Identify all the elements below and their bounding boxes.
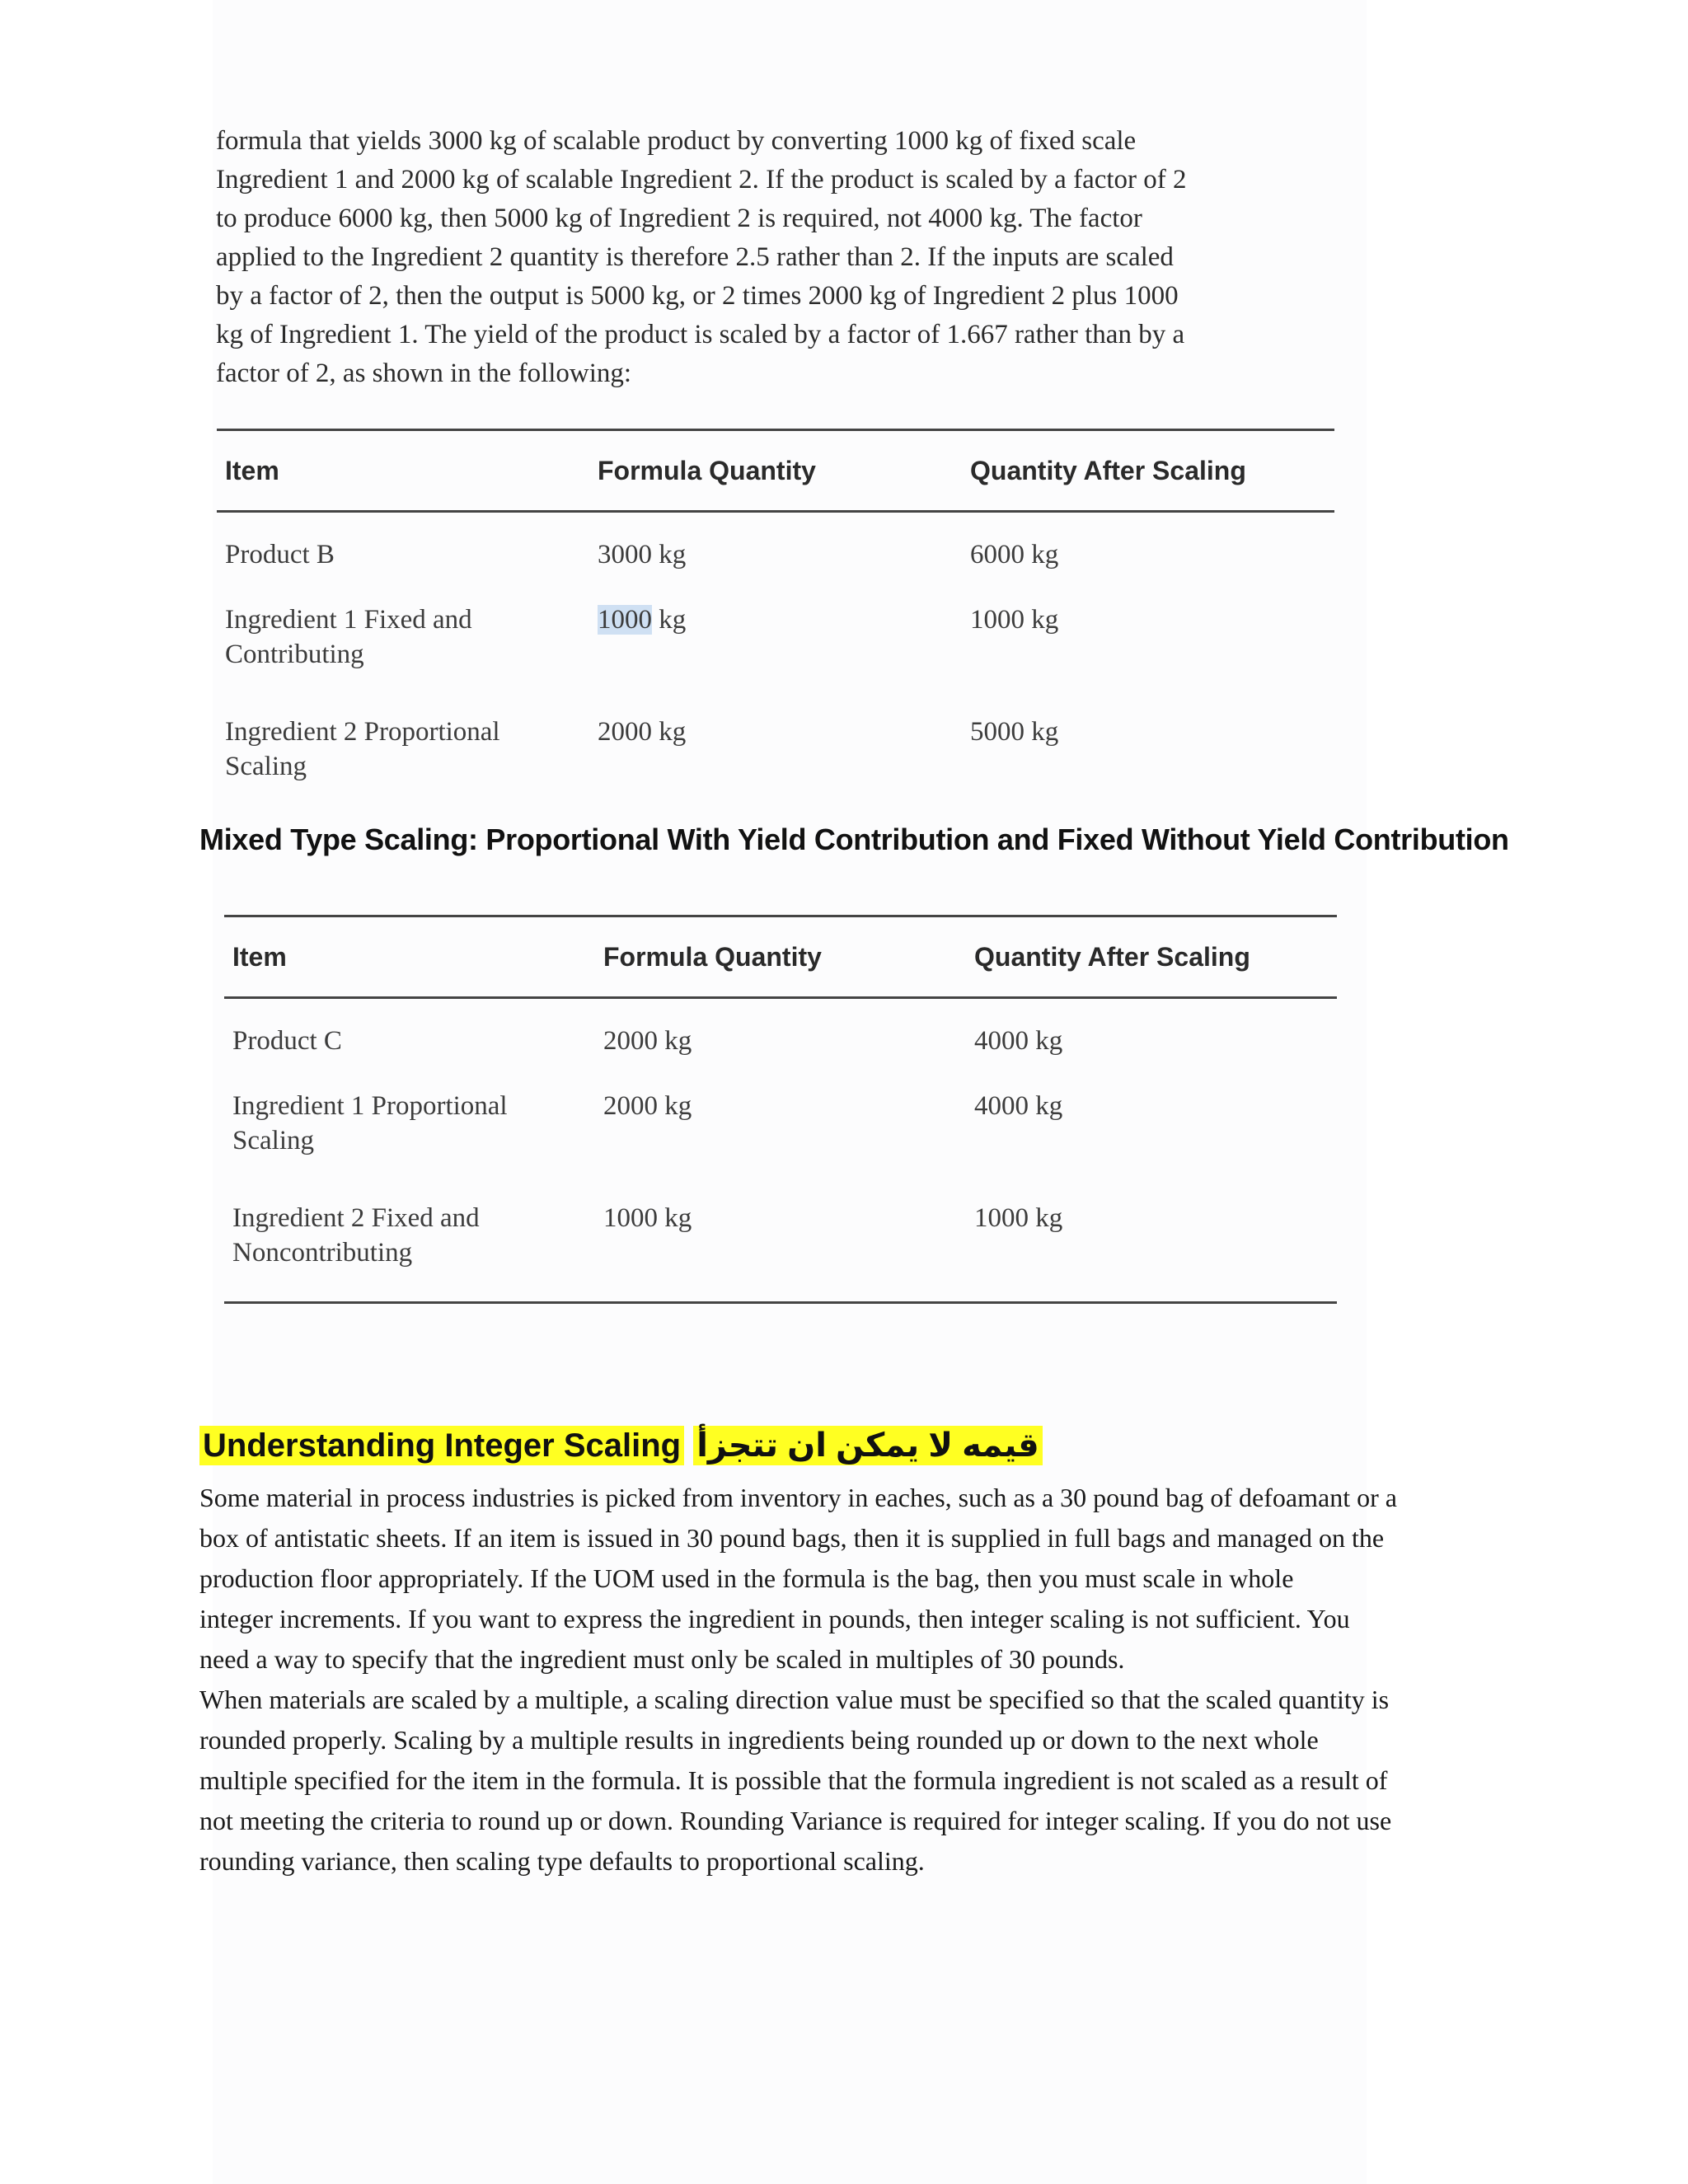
formula-quantity-cell: 1000 kg xyxy=(603,1202,692,1233)
after-scaling-cell: 6000 kg xyxy=(970,540,1059,569)
header-formula-quantity: Formula Quantity xyxy=(603,941,822,972)
header-quantity-after-scaling: Quantity After Scaling xyxy=(970,455,1246,485)
intro-line: kg of Ingredient 1. The yield of the product is scaled by a factor of 1.667 rather than by a xyxy=(216,320,1185,349)
after-scaling-cell: 4000 kg xyxy=(974,1090,1063,1121)
integer-scaling-paragraph xyxy=(199,1478,1601,1882)
table-header-row xyxy=(224,916,1337,998)
integer-scaling-heading-arabic: قيمه لا يمكن ان تتجزأ xyxy=(693,1426,1043,1465)
table-row xyxy=(217,591,1334,705)
formula-unit: kg xyxy=(652,604,687,635)
formula-quantity-cell xyxy=(589,591,962,705)
proportional-scaling-table xyxy=(217,429,1334,795)
item-cell: Ingredient 2 Proportional Scaling xyxy=(225,716,500,781)
table-row xyxy=(224,1191,1337,1303)
after-scaling-cell: 5000 kg xyxy=(970,716,1059,747)
table-row xyxy=(224,998,1337,1077)
intro-line: formula that yields 3000 kg of scalable product by converting 1000 kg of fixed scale xyxy=(216,126,1137,156)
item-cell: Ingredient 2 Fixed and Noncontributing xyxy=(232,1202,480,1268)
selected-number-highlight: 1000 xyxy=(598,604,652,635)
formula-quantity-cell: 2000 kg xyxy=(603,1090,692,1121)
item-cell: Ingredient 1 Fixed and Contributing xyxy=(225,604,472,669)
table-header-row xyxy=(217,430,1334,512)
item-cell: Ingredient 1 Proportional Scaling xyxy=(232,1090,508,1155)
header-item: Item xyxy=(225,455,279,485)
body-line: box of antistatic sheets. If an item is issued in 30 pound bags, then it is supplied in full bags and managed on the xyxy=(199,1523,1385,1553)
intro-line: factor of 2, as shown in the following: xyxy=(216,359,632,388)
intro-line: Ingredient 1 and 2000 kg of scalable Ingredient 2. If the product is scaled by a factor of 2 xyxy=(216,165,1187,194)
formula-unit: kg xyxy=(652,540,687,569)
intro-line: applied to the Ingredient 2 quantity is therefore 2.5 rather than 2. If the inputs are scaled xyxy=(216,242,1174,272)
body-line: When materials are scaled by a multiple, a scaling direction value must be specified so that the scaled quantity is xyxy=(199,1685,1390,1714)
intro-paragraph xyxy=(216,122,1353,393)
header-quantity-after-scaling: Quantity After Scaling xyxy=(974,941,1250,972)
formula-number: 3000 xyxy=(598,540,652,569)
table-row xyxy=(217,705,1334,795)
table-row xyxy=(224,1077,1337,1191)
body-line: production floor appropriately. If the UOM used in the formula is the bag, then you must scale in whole xyxy=(199,1563,1294,1593)
header-item: Item xyxy=(232,941,287,972)
body-line: not meeting the criteria to round up or down. Rounding Variance is required for integer scaling. If you do not use xyxy=(199,1806,1392,1835)
after-scaling-cell: 1000 kg xyxy=(974,1202,1063,1233)
mixed-type-scaling-table xyxy=(224,915,1337,1304)
item-cell: Product C xyxy=(232,1026,342,1056)
after-scaling-cell: 4000 kg xyxy=(974,1026,1063,1056)
formula-unit: kg xyxy=(652,716,687,747)
mixed-type-scaling-heading: Mixed Type Scaling: Proportional With Yield Contribution and Fixed Without Yield Contribution xyxy=(199,823,1509,856)
integer-scaling-heading-english: Understanding Integer Scaling xyxy=(199,1426,684,1465)
after-scaling-cell: 1000 kg xyxy=(970,604,1059,635)
body-line: Some material in process industries is picked from inventory in eaches, such as a 30 pound bag of defoamant or a xyxy=(199,1483,1397,1512)
intro-line: by a factor of 2, then the output is 5000 kg, or 2 times 2000 kg of Ingredient 2 plus 1000 xyxy=(216,281,1179,311)
item-cell: Product B xyxy=(225,540,335,569)
body-line: integer increments. If you want to express the ingredient in pounds, then integer scaling is not sufficient. You xyxy=(199,1604,1350,1633)
body-line: need a way to specify that the ingredient must only be scaled in multiples of 30 pounds. xyxy=(199,1644,1125,1674)
formula-quantity-cell xyxy=(589,512,962,591)
body-line: rounded properly. Scaling by a multiple results in ingredients being rounded up or down to the next whole xyxy=(199,1725,1319,1755)
header-formula-quantity: Formula Quantity xyxy=(598,455,816,485)
intro-line: to produce 6000 kg, then 5000 kg of Ingredient 2 is required, not 4000 kg. The factor xyxy=(216,204,1142,233)
formula-quantity-cell: 2000 kg xyxy=(603,1026,692,1056)
formula-number: 2000 xyxy=(598,716,652,747)
table-row xyxy=(217,512,1334,591)
integer-scaling-heading xyxy=(199,1427,1043,1465)
body-line: rounding variance, then scaling type defaults to proportional scaling. xyxy=(199,1846,925,1876)
body-line: multiple specified for the item in the formula. It is possible that the formula ingredient is not scaled as a result of xyxy=(199,1765,1388,1795)
formula-quantity-cell xyxy=(589,705,962,795)
